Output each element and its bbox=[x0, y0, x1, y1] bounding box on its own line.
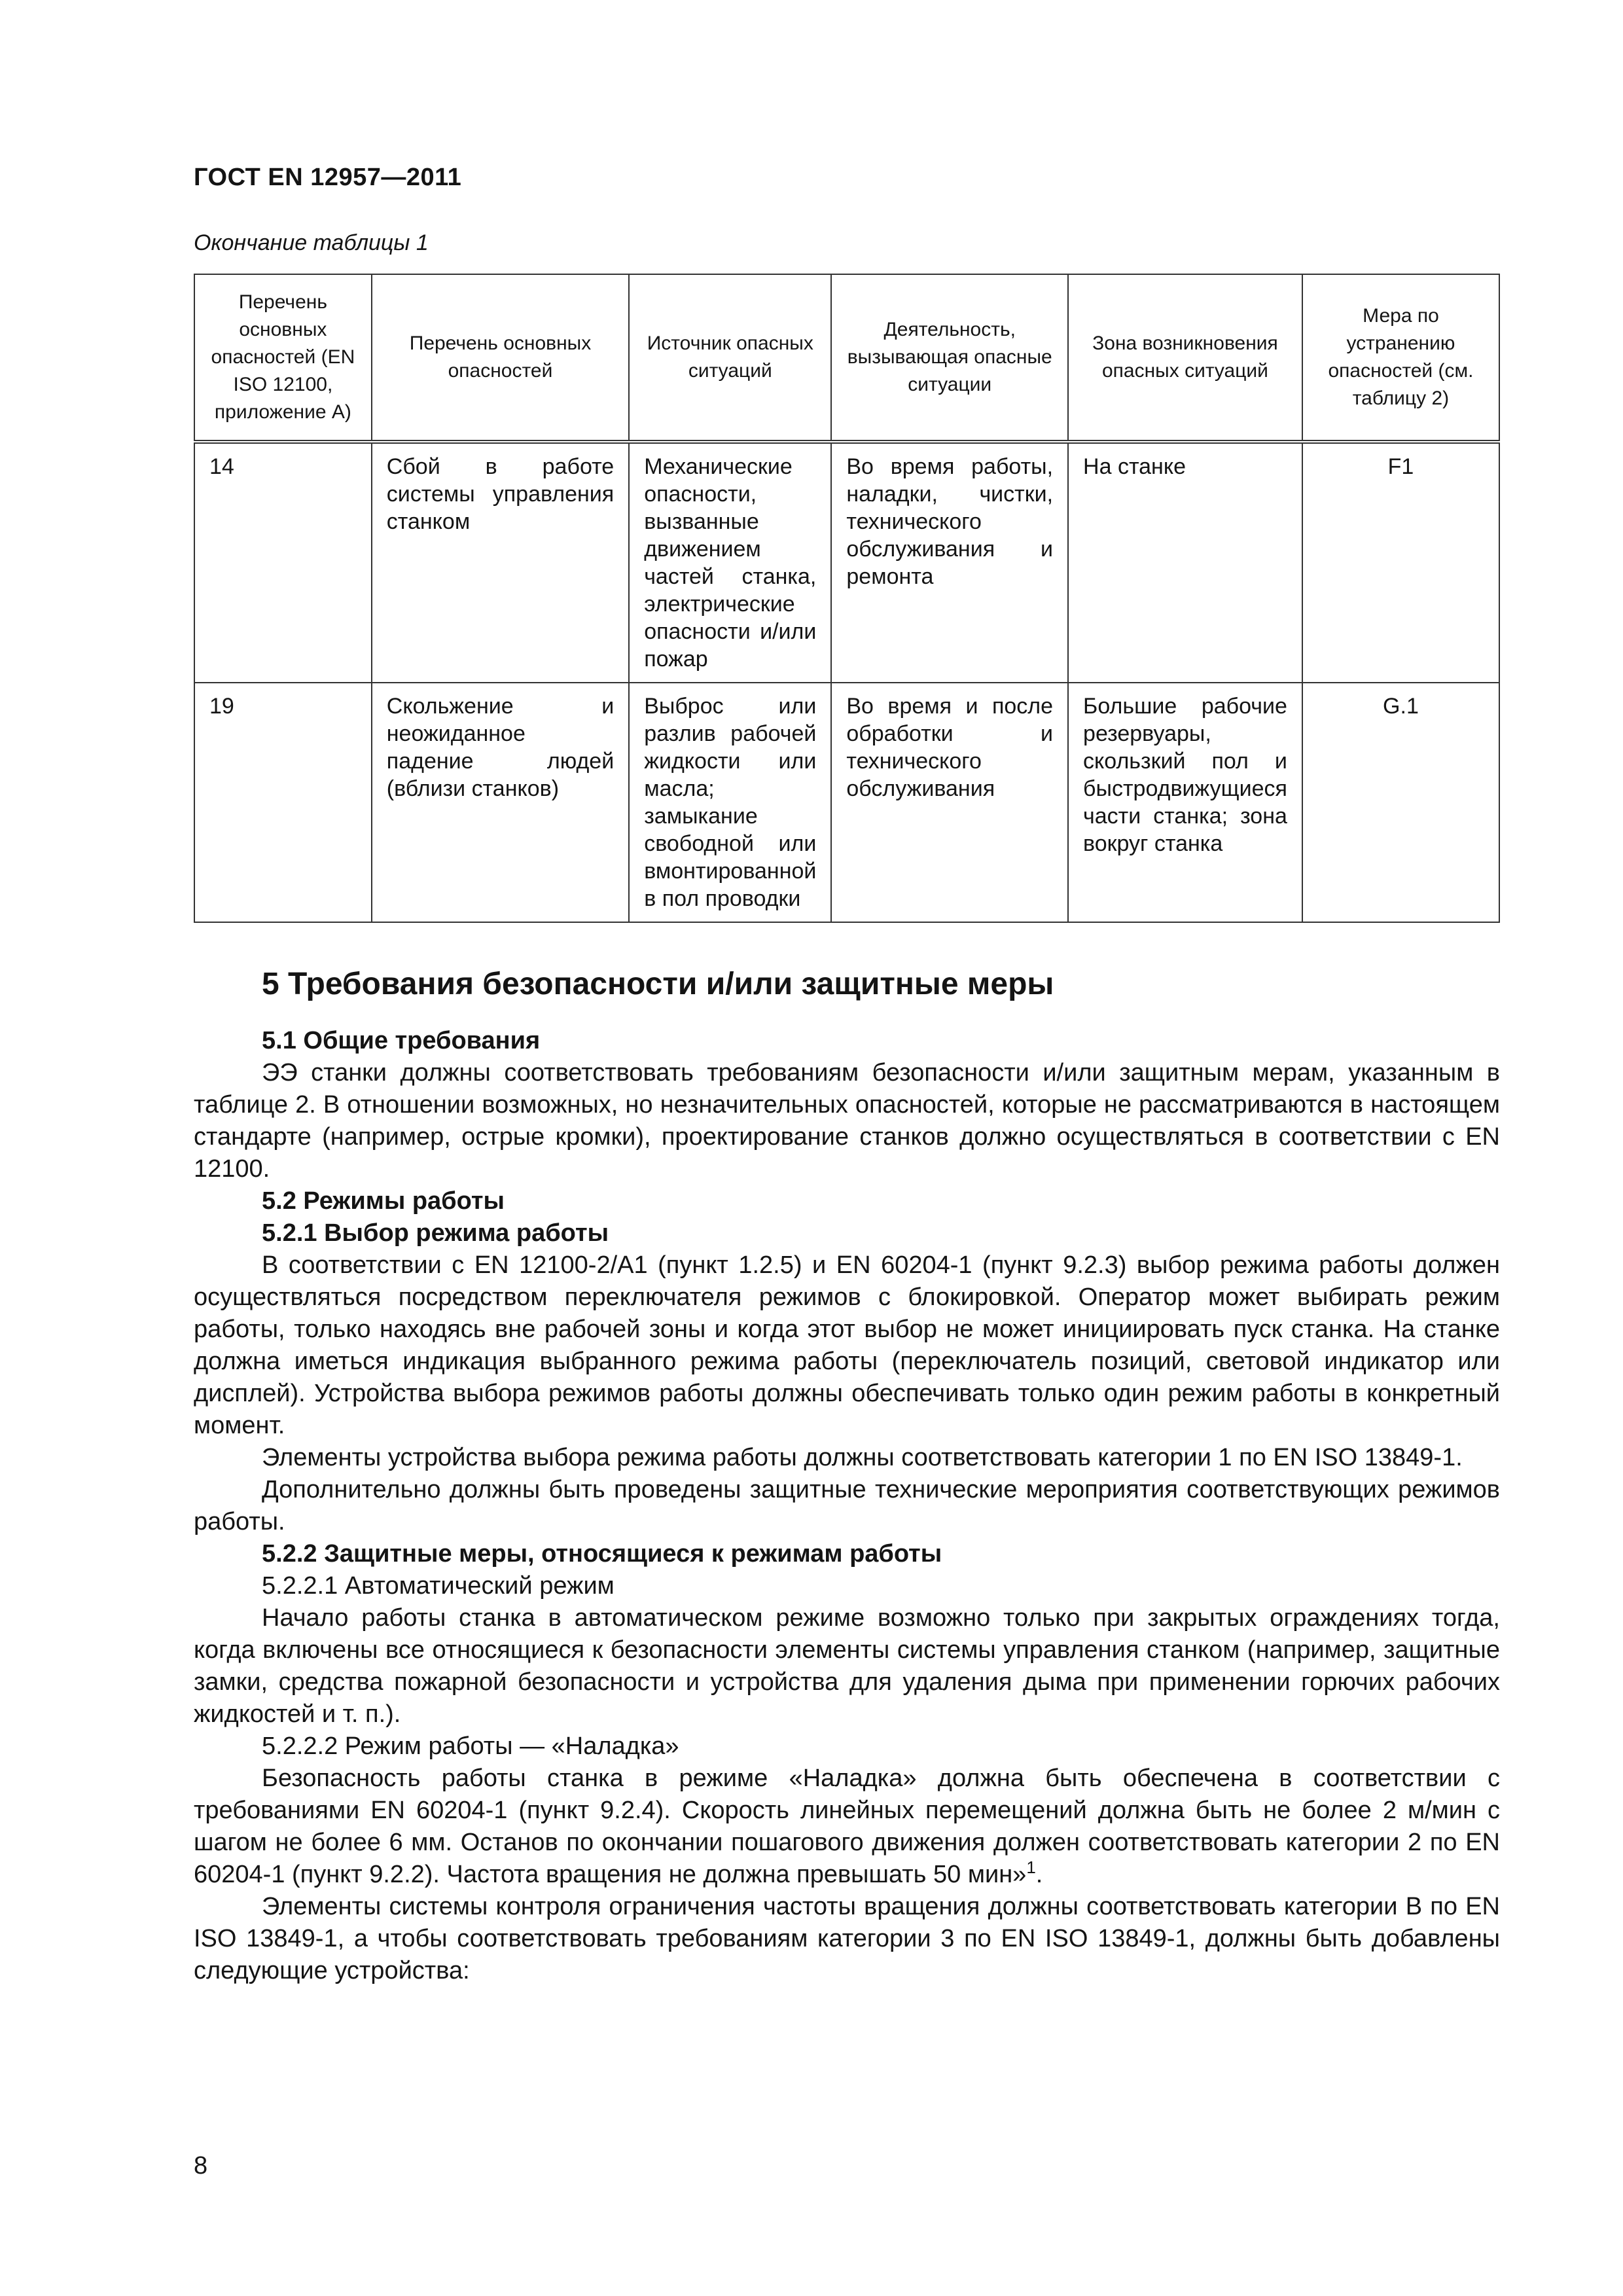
section-5-2-1-heading: 5.2.1 Выбор режима работы bbox=[262, 1219, 609, 1247]
section-5-2-2-2-heading: 5.2.2.2 Режим работы — «Наладка» bbox=[262, 1732, 679, 1760]
paragraph: Дополнительно должны быть проведены защитные технические мероприятия соответствующих режимов работы. bbox=[194, 1476, 1500, 1535]
hazard-cell: Сбой в работе системы управления станком bbox=[372, 442, 629, 683]
hazard-cell: Скольжение и неожиданное падение людей (вблизи станков) bbox=[372, 683, 629, 922]
column-header: Зона возникновения опасных ситуаций bbox=[1068, 274, 1302, 442]
paragraph: Начало работы станка в автоматическом режиме возможно только при закрытых ограждениях тогда, когда включены все относящиеся к безопасности элементы системы управления станком (например, защитные замки, средства пожарной безопасности и устройства для удаления дыма при применении горючих рабочих жидкостей и т. п.). bbox=[194, 1604, 1500, 1728]
paragraph: В соответствии с EN 12100-2/A1 (пункт 1.2.5) и EN 60204-1 (пункт 9.2.3) выбор режима работы должен осуществляться посредством переключателя режимов с блокировкой. Оператор может выбирать режим работы, только находясь вне рабочей зоны и когда этот выбор не может инициировать пуск станка. На станке должна иметься индикация выбранного режима работы (переключатель позиций, световой индикатор или дисплей). Устройства выбора режимов работы должны обеспечивать только один режим работы в конкретный момент. bbox=[194, 1251, 1500, 1439]
column-header: Перечень основных опасностей (EN ISO 12100, приложение А) bbox=[194, 274, 372, 442]
paragraph: Элементы системы контроля ограничения частоты вращения должны соответствовать категории В по EN ISO 13849-1, а чтобы соответствовать требованиям категории 3 по EN ISO 13849-1, должны быть добавлены следующие устройства: bbox=[194, 1893, 1500, 1984]
zone-cell: На станке bbox=[1068, 442, 1302, 683]
paragraph-end: . bbox=[1035, 1861, 1043, 1888]
section-5-heading: 5 Требования безопасности и/или защитные меры bbox=[262, 967, 1054, 1001]
table-row bbox=[194, 683, 1499, 922]
section-5-2-2-heading: 5.2.2 Защитные меры, относящиеся к режимам работы bbox=[262, 1540, 942, 1568]
activity-cell: Во время работы, наладки, чистки, технического обслуживания и ремонта bbox=[831, 442, 1068, 683]
hazards-table bbox=[194, 274, 1500, 923]
document-header: ГОСТ EN 12957—2011 bbox=[194, 164, 462, 191]
source-cell: Механические опасности, вызванные движением частей станка, электрические опасности и/или пожар bbox=[629, 442, 831, 683]
column-header: Перечень основных опасностей bbox=[372, 274, 629, 442]
measure-cell: G.1 bbox=[1302, 683, 1499, 922]
column-header: Мера по устранению опасностей (см. таблицу 2) bbox=[1302, 274, 1499, 442]
source-cell: Выброс или разлив рабочей жидкости или масла; замыкание свободной или вмонтированной в пол проводки bbox=[629, 683, 831, 922]
paragraph: ЭЭ станки должны соответствовать требованиям безопасности и/или защитным мерам, указанным в таблице 2. В отношении возможных, но незначительных опасностей, которые не рассматриваются в настоящем стандарте (например, острые кромки), проектирование станков должно осуществляться в соответствии с EN 12100. bbox=[194, 1059, 1500, 1183]
page-number: 8 bbox=[194, 2152, 208, 2179]
paragraph-text: Безопасность работы станка в режиме «Наладка» должна быть обеспечена в соответствии с требованиями EN 60204-1 (пункт 9.2.4). Скорость линейных перемещений должна быть не более 2 м/мин с шагом не более 6 мм. Останов по окончании пошагового движения должен соответствовать категории 2 по EN 60204-1 (пункт 9.2.2). Частота вращения не должна превышать 50 мин» bbox=[194, 1765, 1500, 1888]
table-caption: Окончание таблицы 1 bbox=[194, 230, 429, 255]
table-header-row bbox=[194, 274, 1499, 442]
table-row bbox=[194, 442, 1499, 683]
section-5-1-heading: 5.1 Общие требования bbox=[262, 1027, 541, 1054]
measure-cell: F1 bbox=[1302, 442, 1499, 683]
zone-cell: Большие рабочие резервуары, скользкий пол и быстродвижущиеся части станка; зона вокруг станка bbox=[1068, 683, 1302, 922]
hazard-number-cell: 14 bbox=[194, 442, 372, 683]
section-5-2-heading: 5.2 Режимы работы bbox=[262, 1187, 505, 1215]
section-5-2-2-1-heading: 5.2.2.1 Автоматический режим bbox=[262, 1572, 615, 1600]
paragraph bbox=[194, 1763, 1500, 1891]
paragraph: Элементы устройства выбора режима работы должны соответствовать категории 1 по EN ISO 13849-1. bbox=[262, 1444, 1463, 1471]
document-body bbox=[194, 963, 1500, 1987]
column-header: Источник опасных ситуаций bbox=[629, 274, 831, 442]
footnote-ref: 1 bbox=[1026, 1857, 1036, 1877]
activity-cell: Во время и после обработки и технического обслуживания bbox=[831, 683, 1068, 922]
hazard-number-cell: 19 bbox=[194, 683, 372, 922]
column-header: Деятельность, вызывающая опасные ситуации bbox=[831, 274, 1068, 442]
